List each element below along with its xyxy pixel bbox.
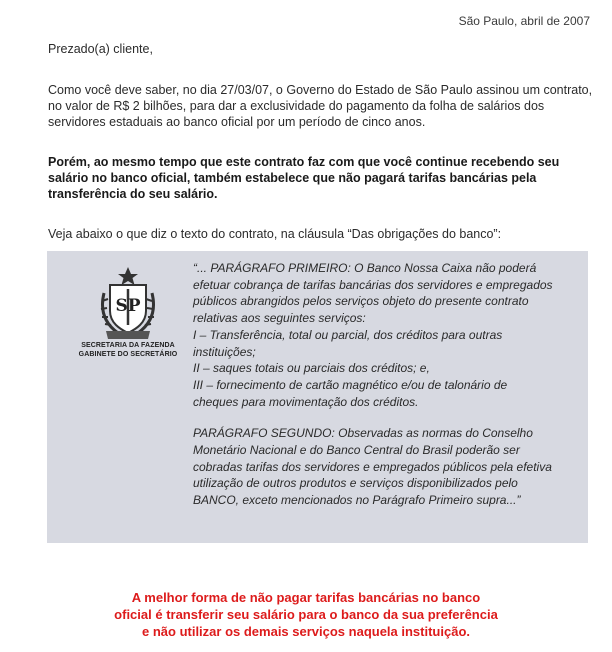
clause-line: “... PARÁGRAFO PRIMEIRO: O Banco Nossa Caixa não poderá bbox=[193, 261, 537, 275]
greeting: Prezado(a) cliente, bbox=[48, 42, 153, 56]
clause-line: III – fornecimento de cartão magnético e/ou de talonário de bbox=[193, 377, 508, 392]
clause-line: PARÁGRAFO SEGUNDO: Observadas as normas do Conselho bbox=[193, 426, 533, 441]
clause-line: cheques para movimentação dos créditos. bbox=[193, 394, 419, 409]
clause-line: Monetário Nacional e do Banco Central do Brasil poderão ser bbox=[193, 443, 520, 458]
contract-clause-text bbox=[193, 260, 553, 509]
seal-caption-line2: GABINETE DO SECRETÁRIO bbox=[78, 351, 178, 358]
clause-line: relativas aos seguintes serviços: bbox=[193, 311, 366, 326]
clause-line: BANCO, exceto mencionados no Parágrafo Primeiro supra...” bbox=[193, 493, 521, 508]
svg-text:SP: SP bbox=[115, 296, 141, 316]
clause-line: utilização de outros produtos e serviços disponibilizados pelo bbox=[193, 476, 518, 491]
coat-of-arms-icon bbox=[96, 265, 160, 341]
clause-line: públicos abrangidos pelos serviços objeto do presente contrato bbox=[193, 294, 529, 309]
footer-callout bbox=[0, 589, 612, 640]
footer-line: e não utilizar os demais serviços naquela instituição. bbox=[142, 624, 470, 639]
government-seal bbox=[71, 265, 185, 359]
contract-intro-paragraph: Veja abaixo o que diz o texto do contrato, na cláusula “Das obrigações do banco”: bbox=[48, 227, 502, 241]
clause-line: instituições; bbox=[193, 344, 256, 359]
contract-quote-box bbox=[47, 251, 588, 543]
clause-line: II – saques totais ou parciais dos créditos; e, bbox=[193, 361, 430, 376]
clause-line: I – Transferência, total ou parcial, dos créditos para outras bbox=[193, 327, 503, 342]
footer-line: A melhor forma de não pagar tarifas bancárias no banco bbox=[131, 590, 481, 605]
letter-date: São Paulo, abril de 2007 bbox=[458, 14, 590, 28]
clause-line: efetuar cobrança de tarifas bancárias dos servidores e empregados bbox=[193, 277, 553, 292]
seal-caption-line1: SECRETARIA DA FAZENDA bbox=[81, 342, 175, 349]
highlight-paragraph: Porém, ao mesmo tempo que este contrato faz com que você continue recebendo seu salário no banco oficial, também estabelece que não pagará tarifas bancárias pela transferência do seu salário. bbox=[48, 155, 560, 201]
clause-line: cobradas tarifas dos servidores e empregados públicos pela efetiva bbox=[193, 459, 552, 474]
intro-paragraph: Como você deve saber, no dia 27/03/07, o Governo do Estado de São Paulo assinou um contrato, no valor de R$ 2 bilhões, para dar a exclusividade do pagamento da folha de salários dos servidores estaduais ao banco oficial por um período de cinco anos. bbox=[48, 83, 593, 129]
footer-line: oficial é transferir seu salário para o banco da sua preferência bbox=[114, 607, 498, 622]
